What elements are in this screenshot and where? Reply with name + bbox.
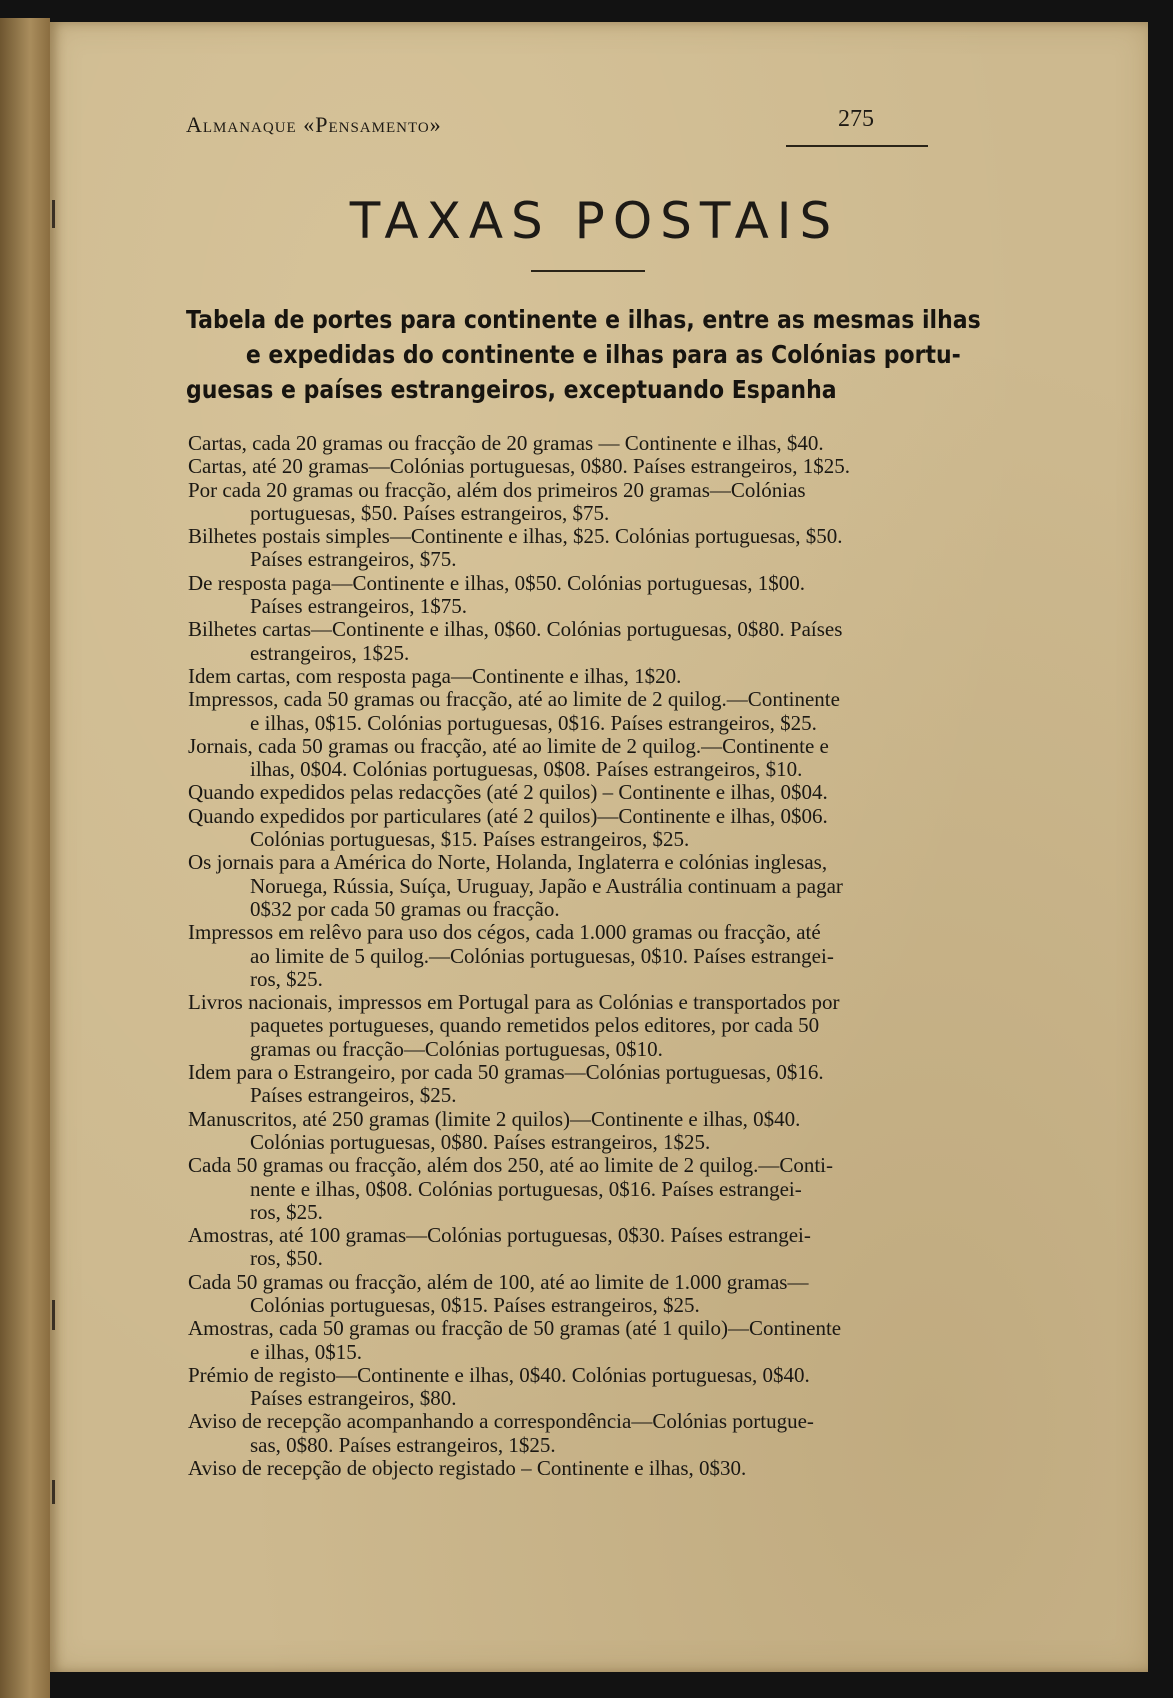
rate-entry-continuation: e ilhas, 0$15. bbox=[250, 1339, 362, 1364]
margin-mark bbox=[52, 200, 55, 228]
rate-entry bbox=[188, 1317, 998, 1364]
rate-entry-continuation: Países estrangeiros, $75. bbox=[250, 547, 457, 572]
rate-entry-continuation: 0$32 por cada 50 gramas ou fracção. bbox=[250, 896, 560, 921]
rate-entry-line: Os jornais para a América do Norte, Holanda, Inglaterra e colónias inglesas, bbox=[188, 850, 828, 875]
rate-entry-continuation: estrangeiros, 1$25. bbox=[250, 640, 410, 665]
table-heading-line: e expedidas do continente e ilhas para as Colónias portu- bbox=[245, 340, 961, 369]
rate-entry bbox=[188, 525, 998, 572]
rate-entry-line: Cartas, até 20 gramas—Colónias portuguesas, 0$80. Países estrangeiros, 1$25. bbox=[188, 454, 850, 479]
rate-entry bbox=[188, 688, 998, 735]
rate-entry-line: Idem para o Estrangeiro, por cada 50 gramas—Colónias portuguesas, 0$16. bbox=[188, 1060, 824, 1085]
rate-entry bbox=[188, 805, 998, 852]
book-spine bbox=[0, 18, 50, 1698]
rate-entry bbox=[188, 781, 998, 804]
rate-entry bbox=[188, 1154, 998, 1224]
title-divider bbox=[531, 270, 645, 272]
rate-entry-line: Manuscritos, até 250 gramas (limite 2 quilos)—Continente e ilhas, 0$40. bbox=[188, 1106, 801, 1131]
rate-entry-continuation: ao limite de 5 quilog.—Colónias portuguesas, 0$10. Países estrangei- bbox=[250, 943, 834, 968]
rate-entry-continuation: paquetes portugueses, quando remetidos pelos editores, por cada 50 bbox=[250, 1013, 820, 1038]
running-header: Almanaque «Pensamento» bbox=[186, 112, 442, 137]
rate-entry bbox=[188, 921, 998, 991]
rate-entry bbox=[188, 618, 998, 665]
margin-mark bbox=[52, 1480, 55, 1504]
rate-entry-continuation: Colónias portuguesas, 0$80. Países estrangeiros, 1$25. bbox=[250, 1129, 711, 1154]
rate-entry-line: Prémio de registo—Continente e ilhas, 0$40. Colónias portuguesas, 0$40. bbox=[188, 1362, 810, 1387]
rate-entry-continuation: ros, $25. bbox=[250, 966, 323, 991]
rate-entry bbox=[188, 572, 998, 619]
table-heading bbox=[186, 302, 981, 407]
rate-entry-line: Impressos, cada 50 gramas ou fracção, até ao limite de 2 quilog.—Continente bbox=[188, 687, 840, 712]
rate-entry bbox=[188, 455, 998, 478]
rate-entry bbox=[188, 1410, 998, 1457]
rate-entry-line: De resposta paga—Continente e ilhas, 0$50. Colónias portuguesas, 1$00. bbox=[188, 570, 806, 595]
rate-entry-continuation: Países estrangeiros, 1$75. bbox=[250, 594, 467, 619]
rate-entry-continuation: Países estrangeiros, $25. bbox=[250, 1083, 457, 1108]
rate-entry bbox=[188, 1457, 998, 1480]
rate-entry-line: Bilhetes postais simples—Continente e ilhas, $25. Colónias portuguesas, $50. bbox=[188, 524, 843, 549]
rate-entry-continuation: nente e ilhas, 0$08. Colónias portuguesas, 0$16. Países estrangei- bbox=[250, 1176, 802, 1201]
rate-entry-line: Cartas, cada 20 gramas ou fracção de 20 gramas — Continente e ilhas, $40. bbox=[188, 431, 824, 455]
rate-entry-continuation: Países estrangeiros, $80. bbox=[250, 1386, 457, 1411]
page-title: TAXAS POSTAIS bbox=[349, 192, 840, 250]
rate-entry-continuation: gramas ou fracção—Colónias portuguesas, 0$10. bbox=[250, 1036, 663, 1061]
rate-entry-line: Amostras, até 100 gramas—Colónias portuguesas, 0$30. Países estrangei- bbox=[188, 1223, 811, 1248]
rate-entry-continuation: sas, 0$80. Países estrangeiros, 1$25. bbox=[250, 1432, 556, 1457]
rate-entry bbox=[188, 1224, 998, 1271]
rate-entry-line: Amostras, cada 50 gramas ou fracção de 50 gramas (até 1 quilo)—Continente bbox=[188, 1316, 842, 1341]
rate-entry bbox=[188, 851, 998, 921]
rate-entry-line: Aviso de recepção acompanhando a correspondência—Colónias portugue- bbox=[188, 1409, 814, 1434]
page-number: 275 bbox=[838, 106, 874, 132]
rate-entry-continuation: Colónias portuguesas, $15. Países estrangeiros, $25. bbox=[250, 827, 690, 852]
rate-entry bbox=[188, 479, 998, 526]
rate-entry-continuation: ros, $50. bbox=[250, 1246, 323, 1271]
rate-entry-line: Quando expedidos pelas redacções (até 2 quilos) – Continente e ilhas, 0$04. bbox=[188, 780, 828, 805]
rate-entry-line: Livros nacionais, impressos em Portugal para as Colónias e transportados por bbox=[188, 990, 840, 1015]
table-heading-line: Tabela de portes para continente e ilhas, entre as mesmas ilhas bbox=[186, 305, 981, 334]
rate-entry bbox=[188, 665, 998, 688]
rate-list bbox=[188, 432, 998, 1480]
rate-entry bbox=[188, 1061, 998, 1108]
page-number-rule bbox=[786, 145, 928, 147]
rate-entry-line: Por cada 20 gramas ou fracção, além dos primeiros 20 gramas—Colónias bbox=[188, 477, 806, 502]
rate-entry-line: Cada 50 gramas ou fracção, além de 100, até ao limite de 1.000 gramas— bbox=[188, 1269, 809, 1294]
rate-entry-line: Cada 50 gramas ou fracção, além dos 250, até ao limite de 2 quilog.—Conti- bbox=[188, 1153, 833, 1178]
rate-entry bbox=[188, 1108, 998, 1155]
rate-entry bbox=[188, 991, 998, 1061]
rate-entry-continuation: ilhas, 0$04. Colónias portuguesas, 0$08. Países estrangeiros, $10. bbox=[250, 757, 803, 782]
rate-entry-continuation: Noruega, Rússia, Suíça, Uruguay, Japão e Austrália continuam a pagar bbox=[250, 873, 843, 898]
rate-entry bbox=[188, 735, 998, 782]
rate-entry bbox=[188, 1364, 998, 1411]
rate-entry-line: Idem cartas, com resposta paga—Continente e ilhas, 1$20. bbox=[188, 663, 682, 688]
rate-entry-line: Bilhetes cartas—Continente e ilhas, 0$60. Colónias portuguesas, 0$80. Países bbox=[188, 617, 843, 642]
table-heading-line: guesas e países estrangeiros, exceptuando Espanha bbox=[186, 375, 837, 404]
rate-entry-line: Aviso de recepção de objecto registado – Continente e ilhas, 0$30. bbox=[188, 1456, 747, 1481]
margin-mark bbox=[52, 1300, 55, 1330]
rate-entry-line: Impressos em relêvo para uso dos cégos, cada 1.000 gramas ou fracção, até bbox=[188, 920, 821, 945]
rate-entry-continuation: portuguesas, $50. Países estrangeiros, $75. bbox=[250, 500, 610, 525]
rate-entry-continuation: Colónias portuguesas, 0$15. Países estrangeiros, $25. bbox=[250, 1292, 700, 1317]
rate-entry bbox=[188, 432, 998, 455]
rate-entry-continuation: ros, $25. bbox=[250, 1199, 323, 1224]
rate-entry-line: Quando expedidos por particulares (até 2 quilos)—Continente e ilhas, 0$06. bbox=[188, 803, 828, 828]
rate-entry bbox=[188, 1271, 998, 1318]
rate-entry-line: Jornais, cada 50 gramas ou fracção, até ao limite de 2 quilog.—Continente e bbox=[188, 733, 829, 758]
rate-entry-continuation: e ilhas, 0$15. Colónias portuguesas, 0$16. Países estrangeiros, $25. bbox=[250, 710, 817, 735]
